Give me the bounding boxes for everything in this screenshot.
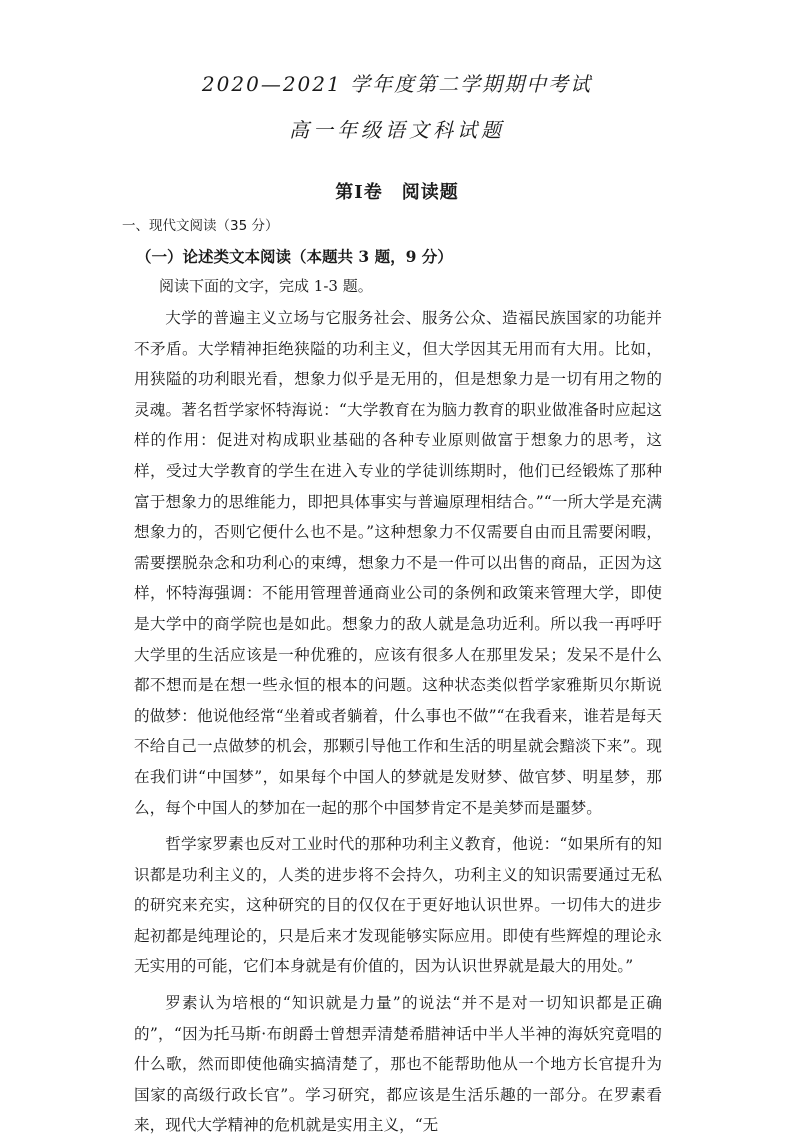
subject-title: 高一年级语文科试题: [289, 118, 505, 142]
section-heading: 一、现代文阅读（35 分）: [122, 218, 279, 234]
volume-title: 第Ⅰ卷 阅读题: [335, 182, 459, 203]
passage-paragraph-2: 哲学家罗素也反对工业时代的那种功利主义教育，他说：“如果所有的知识都是功利主义的，人类的进步将不会持久，功利主义的知识需要通过无私的研究来充实，这种研究的目的仅仅在于更好地认识世界。一切伟大的进步起初都是纯理论的，只是后来才发现能够实际应用。即使有些辉煌的理论永无实用的可能，它们本身就是有价值的，因为认识世界就是最大的用处。”: [134, 835, 662, 976]
passage-paragraph-1: 大学的普遍主义立场与它服务社会、服务公众、造福民族国家的功能并不矛盾。大学精神拒绝狭隘的功利主义，但大学因其无用而有大用。比如，用狭隘的功利眼光看，想象力似乎是无用的，但是想象力是一切有用之物的灵魂。著名哲学家怀特海说：“大学教育在为脑力教育的职业做准备时应起这样的作用：促进对构成职业基础的各种专业原则做富于想象力的思考，这样，受过大学教育的学生在进入专业的学徒训练期时，他们已经锻炼了那种富于想象力的思维能力，即把具体事实与普遍原理相结合。”“一所大学是充满想象力的，否则它便什么也不是。”这种想象力不仅需要自由而且需要闲暇，需要摆脱杂念和功利心的束缚，想象力不是一件可以出售的商品，正因为这样，怀特海强调：不能用管理普通商业公司的条例和政策来管理大学，即使是大学中的商学院也是如此。想象力的敌人就是急功近利。所以我一再呼吁大学里的生活应该是一种优雅的，应该有很多人在那里发呆；发呆不是什么都不想而是在想一些永恒的根本的问题。这种状态类似哲学家雅斯贝尔斯说的做梦：他说他经常“坐着或者躺着，什么事也不做”“在我看来，谁若是每天不给自己一点做梦的机会，那颗引导他工作和生活的明星就会黯淡下来”。现在我们讲“中国梦”，如果每个中国人的梦就是发财梦、做官梦、明星梦，那么，每个中国人的梦加在一起的那个中国梦肯定不是美梦而是噩梦。: [134, 309, 662, 817]
passage: [134, 303, 662, 1141]
reading-instruction: 阅读下面的文字，完成 1-3 题。: [159, 277, 373, 295]
subsection-heading: （一）论述类文本阅读（本题共 3 题，9 分）: [136, 247, 453, 266]
passage-paragraph-3: 罗素认为培根的“知识就是力量”的说法“并不是对一切知识都是正确的”，“因为托马斯·布朗爵士曾想弄清楚希腊神话中半人半神的海妖究竟唱的什么歌，然而即使他确实搞清楚了，那也不能帮助他从一个地方长官提升为国家的高级行政长官”。学习研究，都应该是生活乐趣的一部分。在罗素看来，现代大学精神的危机就是实用主义，“无: [134, 994, 662, 1135]
exam-title: 2020—2021 学年度第二学期期中考试: [201, 72, 593, 96]
